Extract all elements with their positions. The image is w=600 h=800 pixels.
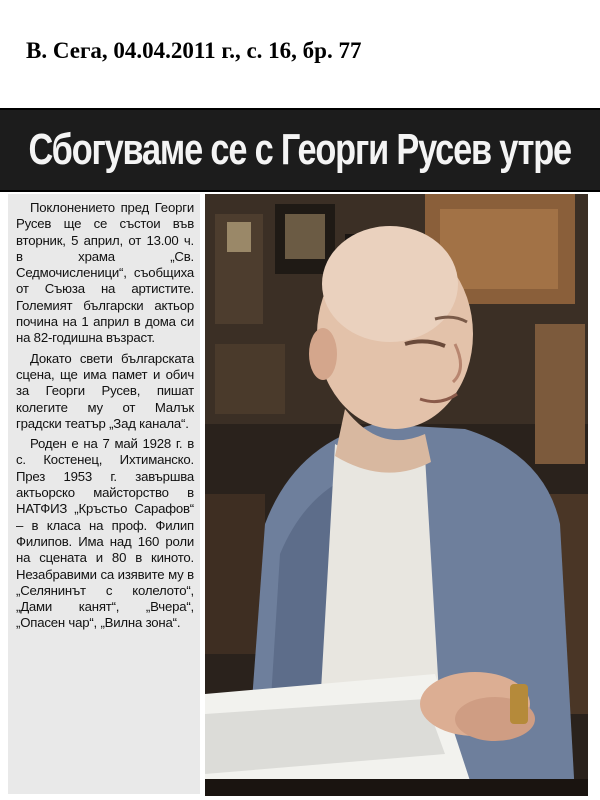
article-headline: Сбогуваме се с Георги Русев утре <box>28 125 572 174</box>
article-paragraph-3: Роден е на 7 май 1928 г. в с. Костенец, Ихтиманско. През 1953 г. завършва актьорско майсторство в НАТФИЗ „Кръстьо Сарафов“ – в класа на проф. Филип Филипов. Има над 160 роли на сцената и 80 в киното. Незабравими са изявите му в „Селянинът с колелото“, „Дами канят“, „Вчера“, „Опасен чар“, „Вилна зона“. <box>16 436 194 631</box>
newspaper-clipping <box>0 108 600 800</box>
article-body <box>8 194 200 794</box>
portrait-illustration <box>205 194 588 796</box>
article-paragraph-2: Докато свети българската сцена, ще има памет и обич за Георги Русев, пишат колегите му от Малък градски театър „Зад канала“. <box>16 350 194 431</box>
headline-bar <box>0 108 600 192</box>
source-citation: В. Сега, 04.04.2011 г., с. 16, бр. 77 <box>26 38 362 63</box>
article-paragraph-1: Поклонението пред Георги Русев ще се състои във вторник, 5 април, от 13.00 ч. в храма „Св. Седмочисленици“, съобщиха от Съюза на артистите. Големият български актьор почина на 1 април в дома си на 82-годишна възраст. <box>16 200 194 346</box>
article-photo <box>205 194 588 796</box>
